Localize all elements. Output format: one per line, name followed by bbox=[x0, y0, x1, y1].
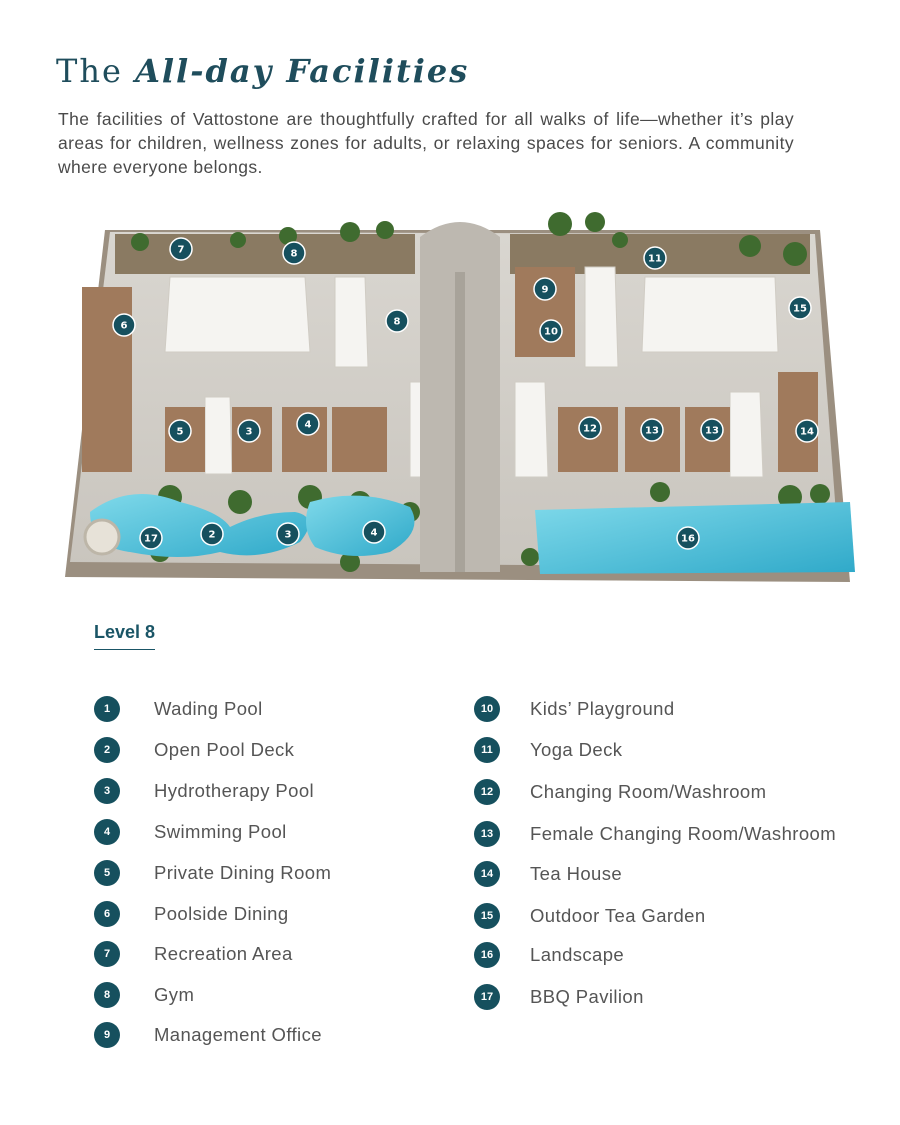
block-right-4 bbox=[730, 392, 763, 477]
legend-item bbox=[94, 1021, 322, 1049]
legend-item bbox=[474, 983, 644, 1011]
legend-label: Swimming Pool bbox=[154, 821, 287, 842]
svg-text:7: 7 bbox=[177, 244, 185, 256]
title-prefix: The bbox=[56, 52, 123, 90]
intro-text: The facilities of Vattostone are thoughtfully crafted for all walks of life—whether it’s play areas for children, wellness zones for adults, or relaxing spaces for seniors. A community where everyone belongs. bbox=[58, 109, 794, 177]
svg-text:3: 3 bbox=[245, 426, 253, 438]
block-left-2 bbox=[335, 277, 368, 367]
svg-text:10: 10 bbox=[544, 326, 558, 338]
plan-marker-16 bbox=[677, 527, 699, 549]
block-right-3 bbox=[515, 382, 548, 477]
legend-label: Changing Room/Washroom bbox=[530, 781, 767, 802]
legend-item bbox=[474, 820, 836, 848]
svg-text:8: 8 bbox=[290, 248, 298, 260]
legend-label: Landscape bbox=[530, 944, 625, 965]
legend-number-badge: 9 bbox=[94, 1022, 120, 1048]
svg-text:14: 14 bbox=[800, 426, 814, 438]
legend-label: Kids’ Playground bbox=[530, 698, 675, 719]
svg-text:5: 5 bbox=[176, 426, 184, 438]
legend-number-badge: 7 bbox=[94, 941, 120, 967]
svg-text:3: 3 bbox=[284, 529, 292, 541]
legend-number-badge: 15 bbox=[474, 903, 500, 929]
legend-item bbox=[94, 981, 194, 1009]
svg-text:9: 9 bbox=[541, 284, 549, 296]
plan-marker-3 bbox=[238, 420, 260, 442]
plan-marker-3 bbox=[277, 523, 299, 545]
legend-number-badge: 8 bbox=[94, 982, 120, 1008]
legend-item bbox=[94, 859, 331, 887]
plan-marker-5 bbox=[169, 420, 191, 442]
legend-number-badge: 6 bbox=[94, 901, 120, 927]
page-title bbox=[56, 52, 469, 90]
legend-item bbox=[474, 778, 766, 806]
walkway-path bbox=[455, 272, 465, 572]
svg-text:16: 16 bbox=[681, 533, 695, 545]
plan-marker-12 bbox=[579, 417, 601, 439]
legend-label: Female Changing Room/Washroom bbox=[530, 823, 837, 844]
legend-item bbox=[94, 940, 293, 968]
plan-marker-6 bbox=[113, 314, 135, 336]
legend-label: Open Pool Deck bbox=[154, 739, 295, 760]
plan-marker-8 bbox=[283, 242, 305, 264]
plan-marker-10 bbox=[540, 320, 562, 342]
block-right bbox=[642, 277, 778, 352]
legend-number-badge: 17 bbox=[474, 984, 500, 1010]
title-italic: All-day Facilities bbox=[135, 52, 470, 90]
level-heading: Level 8 bbox=[94, 622, 155, 650]
legend-number-badge: 13 bbox=[474, 821, 500, 847]
legend-item bbox=[94, 736, 294, 764]
plan-marker-8 bbox=[386, 310, 408, 332]
svg-text:12: 12 bbox=[583, 423, 597, 435]
svg-text:4: 4 bbox=[370, 527, 378, 539]
legend-number-badge: 1 bbox=[94, 696, 120, 722]
legend-item bbox=[474, 695, 675, 723]
block-left-4 bbox=[205, 397, 232, 474]
legend-label: Yoga Deck bbox=[530, 739, 623, 760]
legend-item bbox=[94, 818, 287, 846]
block-left bbox=[165, 277, 310, 352]
svg-text:8: 8 bbox=[393, 316, 401, 328]
svg-text:13: 13 bbox=[705, 425, 719, 437]
legend-item bbox=[94, 777, 314, 805]
legend-item bbox=[474, 736, 622, 764]
plan-marker-15 bbox=[789, 297, 811, 319]
legend-number-badge: 4 bbox=[94, 819, 120, 845]
legend-item bbox=[474, 941, 624, 969]
plan-marker-14 bbox=[796, 420, 818, 442]
plan-marker-9 bbox=[534, 278, 556, 300]
legend-number-badge: 16 bbox=[474, 942, 500, 968]
legend-label: Management Office bbox=[154, 1024, 322, 1045]
plan-marker-13 bbox=[641, 419, 663, 441]
svg-text:2: 2 bbox=[208, 529, 216, 541]
site-plan-illustration bbox=[60, 212, 860, 602]
legend-item bbox=[474, 860, 622, 888]
legend-number-badge: 2 bbox=[94, 737, 120, 763]
svg-text:15: 15 bbox=[793, 303, 807, 315]
plan-marker-7 bbox=[170, 238, 192, 260]
svg-text:11: 11 bbox=[648, 253, 662, 265]
plan-marker-17 bbox=[140, 527, 162, 549]
legend-label: Tea House bbox=[530, 863, 623, 884]
svg-text:17: 17 bbox=[144, 533, 158, 545]
legend-item bbox=[94, 900, 289, 928]
legend-number-badge: 10 bbox=[474, 696, 500, 722]
legend-number-badge: 11 bbox=[474, 737, 500, 763]
plan-marker-4 bbox=[363, 521, 385, 543]
legend-label: Poolside Dining bbox=[154, 903, 289, 924]
legend-number-badge: 5 bbox=[94, 860, 120, 886]
legend-label: Hydrotherapy Pool bbox=[154, 780, 315, 801]
plan-marker-11 bbox=[644, 247, 666, 269]
legend-item bbox=[474, 902, 706, 930]
legend-item bbox=[94, 695, 263, 723]
legend-label: Wading Pool bbox=[154, 698, 263, 719]
plan-marker-13 bbox=[701, 419, 723, 441]
top-terrace-left bbox=[115, 234, 415, 274]
plan-marker-4 bbox=[297, 413, 319, 435]
bbq-pavilion-shape bbox=[85, 520, 119, 554]
legend-label: BBQ Pavilion bbox=[530, 986, 644, 1007]
svg-text:4: 4 bbox=[304, 419, 312, 431]
svg-text:13: 13 bbox=[645, 425, 659, 437]
legend-number-badge: 3 bbox=[94, 778, 120, 804]
legend-label: Recreation Area bbox=[154, 943, 293, 964]
block-right-2 bbox=[585, 267, 618, 367]
legend-label: Gym bbox=[154, 984, 195, 1005]
svg-text:6: 6 bbox=[120, 320, 128, 332]
legend-label: Private Dining Room bbox=[154, 862, 332, 883]
legend-label: Outdoor Tea Garden bbox=[530, 905, 706, 926]
plan-marker-2 bbox=[201, 523, 223, 545]
legend-number-badge: 12 bbox=[474, 779, 500, 805]
legend-number-badge: 14 bbox=[474, 861, 500, 887]
